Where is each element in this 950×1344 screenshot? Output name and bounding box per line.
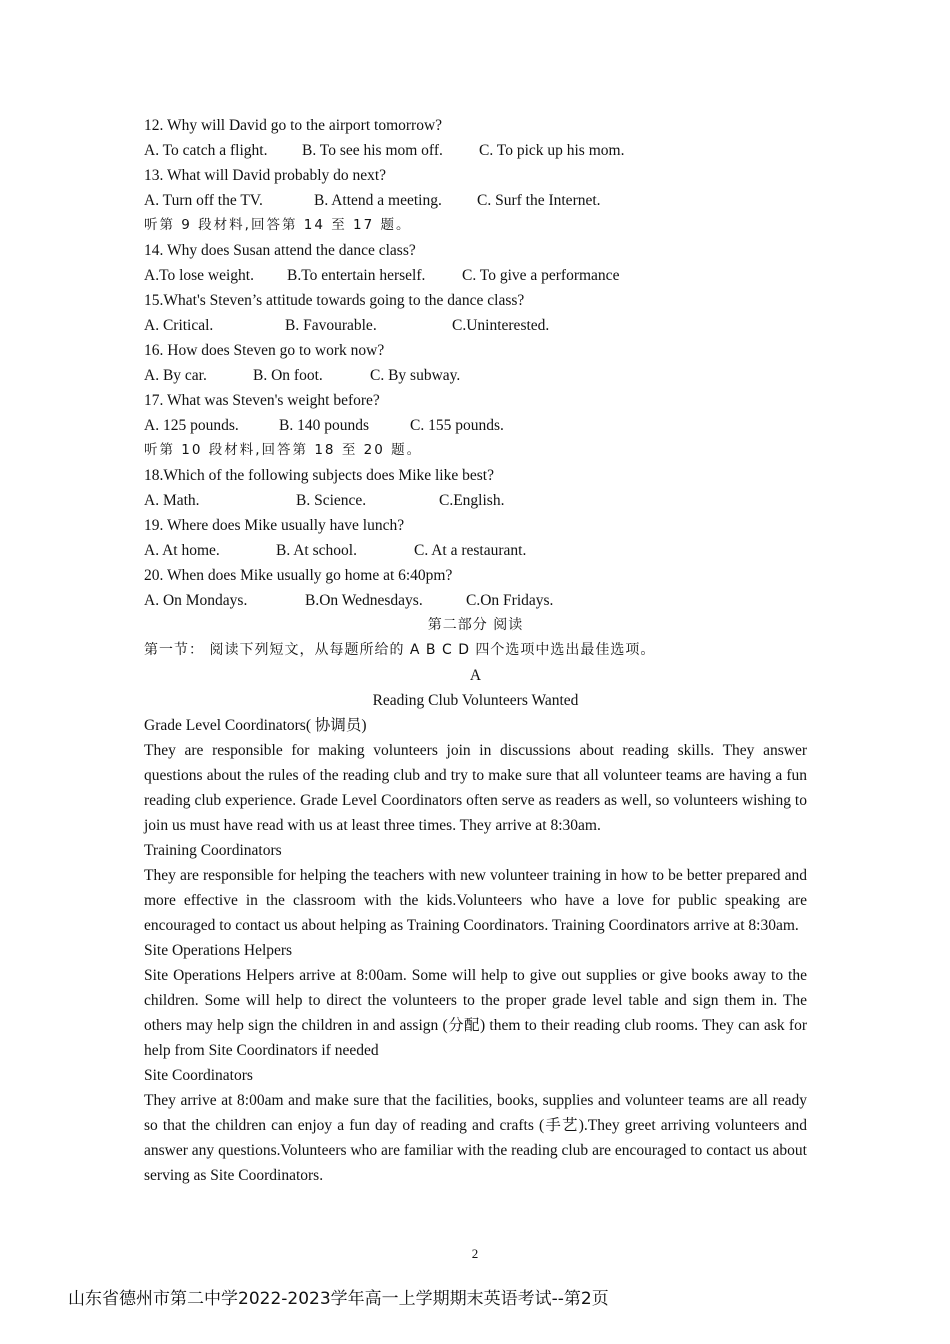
role-text-site-coordinators: They arrive at 8:00am and make sure that the facilities, books, supplies and volunteer teams are all ready so that the children can enjoy a fun day of reading and crafts (手艺).They greet arriving volunteers and answer any questions.Volunteers who are familiar with the reading club are encouraged to contact us about serving as Site Coordinators. <box>144 1092 807 1184</box>
question-12: 12. Why will David go to the airport tomorrow? <box>144 117 443 134</box>
page-number: 2 <box>471 1246 479 1261</box>
question-17: 17. What was Steven's weight before? <box>144 392 380 409</box>
role-title-training: Training Coordinators <box>144 842 282 859</box>
option-a: A. By car. <box>144 367 207 384</box>
option-c: C.On Fridays. <box>466 592 554 609</box>
option-b: B.To entertain herself. <box>287 267 426 284</box>
option-b: B. At school. <box>276 542 357 559</box>
option-c: C.Uninterested. <box>452 317 550 334</box>
option-b: B. On foot. <box>253 367 323 384</box>
option-b: B. Science. <box>296 492 367 509</box>
section-9-instruction: 听第 9 段材料,回答第 14 至 17 题。 <box>144 217 412 233</box>
option-c: C. At a restaurant. <box>414 542 527 559</box>
role-title-site-coordinators: Site Coordinators <box>144 1067 253 1084</box>
options-15 <box>144 313 807 338</box>
option-b: B.On Wednesdays. <box>305 592 423 609</box>
question-19: 19. Where does Mike usually have lunch? <box>144 517 405 534</box>
option-b: B. Favourable. <box>285 317 377 334</box>
section-one-instruction: 第一节： 阅读下列短文，从每题所给的 A B C D 四个选项中选出最佳选项。 <box>144 642 656 658</box>
question-15: 15.What's Steven’s attitude towards going to the dance class? <box>144 292 525 309</box>
options-20 <box>144 588 807 613</box>
role-text-site-operations: Site Operations Helpers arrive at 8:00am. Some will help to give out supplies or give books away to the children. Some will help to direct the volunteers to the proper grade level table and sign them in. The others may help sign the children in and assign (分配) them to their reading club rooms. They can ask for help from Site Coordinators if needed <box>144 967 807 1059</box>
role-title-site-operations: Site Operations Helpers <box>144 942 293 959</box>
options-13 <box>144 188 807 213</box>
passage-title: Reading Club Volunteers Wanted <box>372 692 579 709</box>
option-b: B. 140 pounds <box>279 417 369 434</box>
option-c: C. 155 pounds. <box>410 417 504 434</box>
role-title-grade-level: Grade Level Coordinators( 协调员) <box>144 717 367 734</box>
option-c: C.English. <box>439 492 505 509</box>
question-18: 18.Which of the following subjects does Mike like best? <box>144 467 494 484</box>
option-a: A. Math. <box>144 492 200 509</box>
options-18 <box>144 488 807 513</box>
page-footer: 山东省德州市第二中学2022-2023学年高一上学期期末英语考试--第2页 <box>68 1289 609 1309</box>
option-a: A. Turn off the TV. <box>144 192 263 209</box>
question-13: 13. What will David probably do next? <box>144 167 387 184</box>
option-c: C. Surf the Internet. <box>477 192 601 209</box>
question-14: 14. Why does Susan attend the dance class? <box>144 242 416 259</box>
options-17 <box>144 413 807 438</box>
option-c: C. By subway. <box>370 367 461 384</box>
question-16: 16. How does Steven go to work now? <box>144 342 385 359</box>
option-b: B. Attend a meeting. <box>314 192 442 209</box>
option-a: A. 125 pounds. <box>144 417 239 434</box>
question-20: 20. When does Mike usually go home at 6:40pm? <box>144 567 453 584</box>
option-b: B. To see his mom off. <box>302 142 443 159</box>
options-19 <box>144 538 807 563</box>
option-a: A. On Mondays. <box>144 592 248 609</box>
option-a: A. At home. <box>144 542 220 559</box>
role-text-grade-level: They are responsible for making volunteers join in discussions about reading skills. They answer questions about the rules of the reading club and try to make sure that all volunteer teams are having a fun reading club experience. Grade Level Coordinators often serve as readers as well, so volunteers wishing to join us must have read with us at least three times. They arrive at 8:30am. <box>144 742 807 834</box>
option-a: A.To lose weight. <box>144 267 254 284</box>
options-16 <box>144 363 807 388</box>
section-10-instruction: 听第 10 段材料,回答第 18 至 20 题。 <box>144 442 423 458</box>
option-a: A. Critical. <box>144 317 214 334</box>
page-content <box>144 113 807 1188</box>
role-text-training: They are responsible for helping the teachers with new volunteer training in how to be better prepared and more effective in the classroom with the kids.Volunteers who have a love for public speaking are encouraged to contact us about helping as Training Coordinators. Training Coordinators arrive at 8:30am. <box>144 867 807 934</box>
option-c: C. To give a performance <box>462 267 620 284</box>
option-c: C. To pick up his mom. <box>479 142 625 159</box>
passage-letter: A <box>469 667 482 684</box>
part-two-title: 第二部分 阅读 <box>427 617 524 633</box>
options-14 <box>144 263 807 288</box>
options-12 <box>144 138 807 163</box>
option-a: A. To catch a flight. <box>144 142 268 159</box>
